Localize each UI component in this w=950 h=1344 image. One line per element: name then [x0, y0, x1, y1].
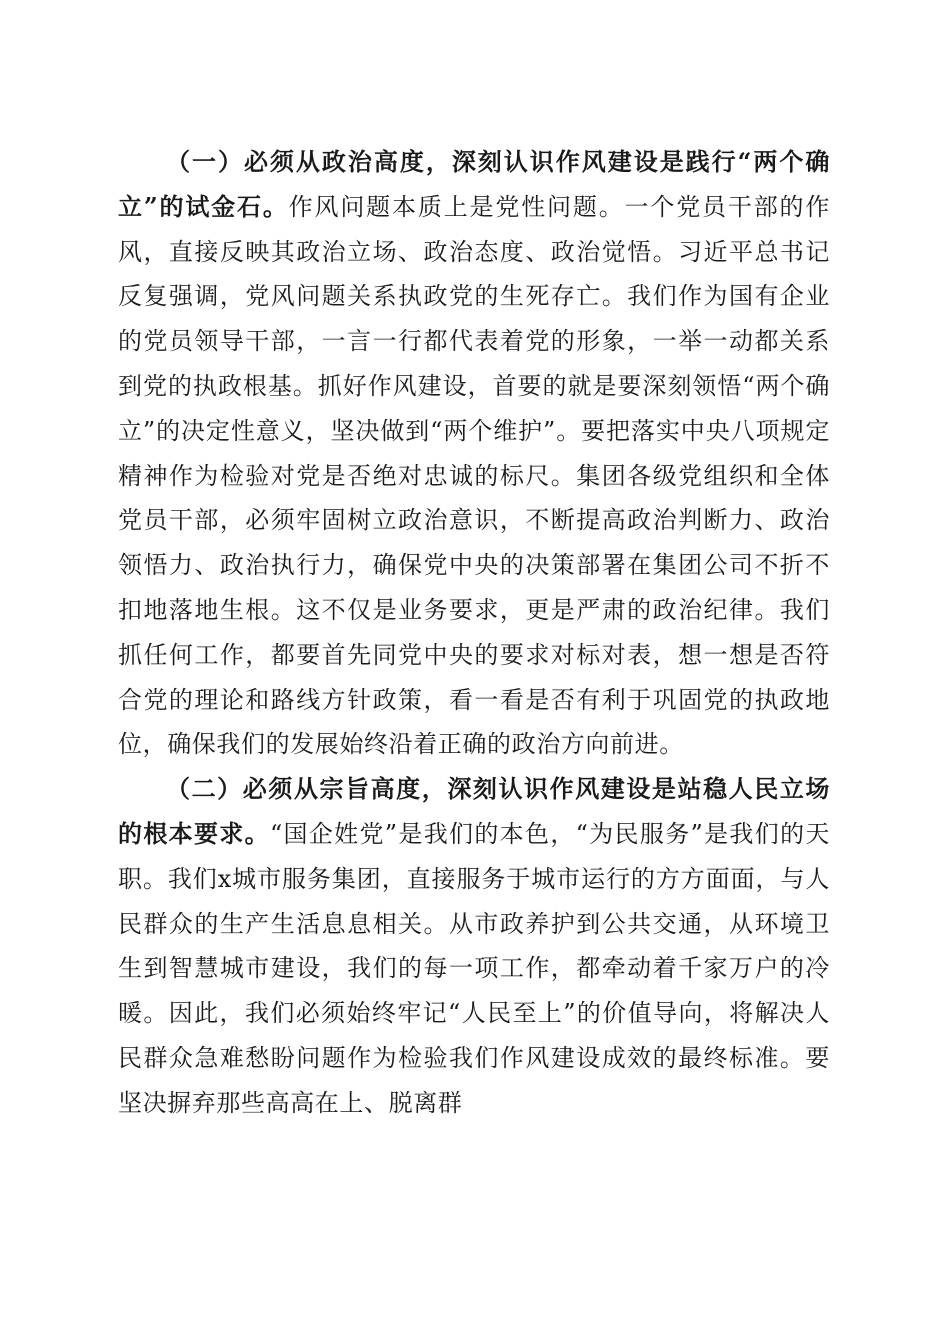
paragraph-1-heading: （一）必须从政治高度，深刻认识作风建设是践行“两个确立”的试金石。	[118, 147, 830, 221]
paragraph-1-body: 作风问题本质上是党性问题。一个党员干部的作风，直接反映其政治立场、政治态度、政治觉悟。习近平总书记反复强调，党风问题关系执政党的生死存亡。我们作为国有企业的党员领导干部，一言一行都代表着党的形象，一举一动都关系到党的执政根基。抓好作风建设，首要的就是要深刻领悟“两个确立”的决定性意义，坚决做到“两个维护”。要把落实中央八项规定精神作为检验对党是否绝对忠诚的标尺。集团各级党组织和全体党员干部，必须牢固树立政治意识，不断提高政治判断力、政治领悟力、政治执行力，确保党中央的决策部署在集团公司不折不扣地落地生根。这不仅是业务要求，更是严肃的政治纪律。我们抓任何工作，都要首先同党中央的要求对标对表，想一想是否符合党的理论和路线方针政策，看一看是否有利于巩固党的执政地位，确保我们的发展始终沿着正确的政治方向前进。	[118, 192, 830, 759]
paragraph-1	[118, 140, 830, 767]
document-page	[118, 140, 830, 1126]
paragraph-2-heading: （二）必须从宗旨高度，深刻认识作风建设是站稳人民立场的根本要求。	[118, 774, 830, 848]
paragraph-2-body: “国企姓党”是我们的本色，“为民服务”是我们的天职。我们x城市服务集团，直接服务于城市运行的方方面面，与人民群众的生产生活息息相关。从市政养护到公共交通，从环境卫生到智慧城市建设，我们的每一项工作，都牵动着千家万户的冷暖。因此，我们必须始终牢记“人民至上”的价值导向，将解决人民群众急难愁盼问题作为检验我们作风建设成效的最终标准。要坚决摒弃那些高高在上、脱离群	[118, 819, 830, 1117]
paragraph-2	[118, 767, 830, 1125]
